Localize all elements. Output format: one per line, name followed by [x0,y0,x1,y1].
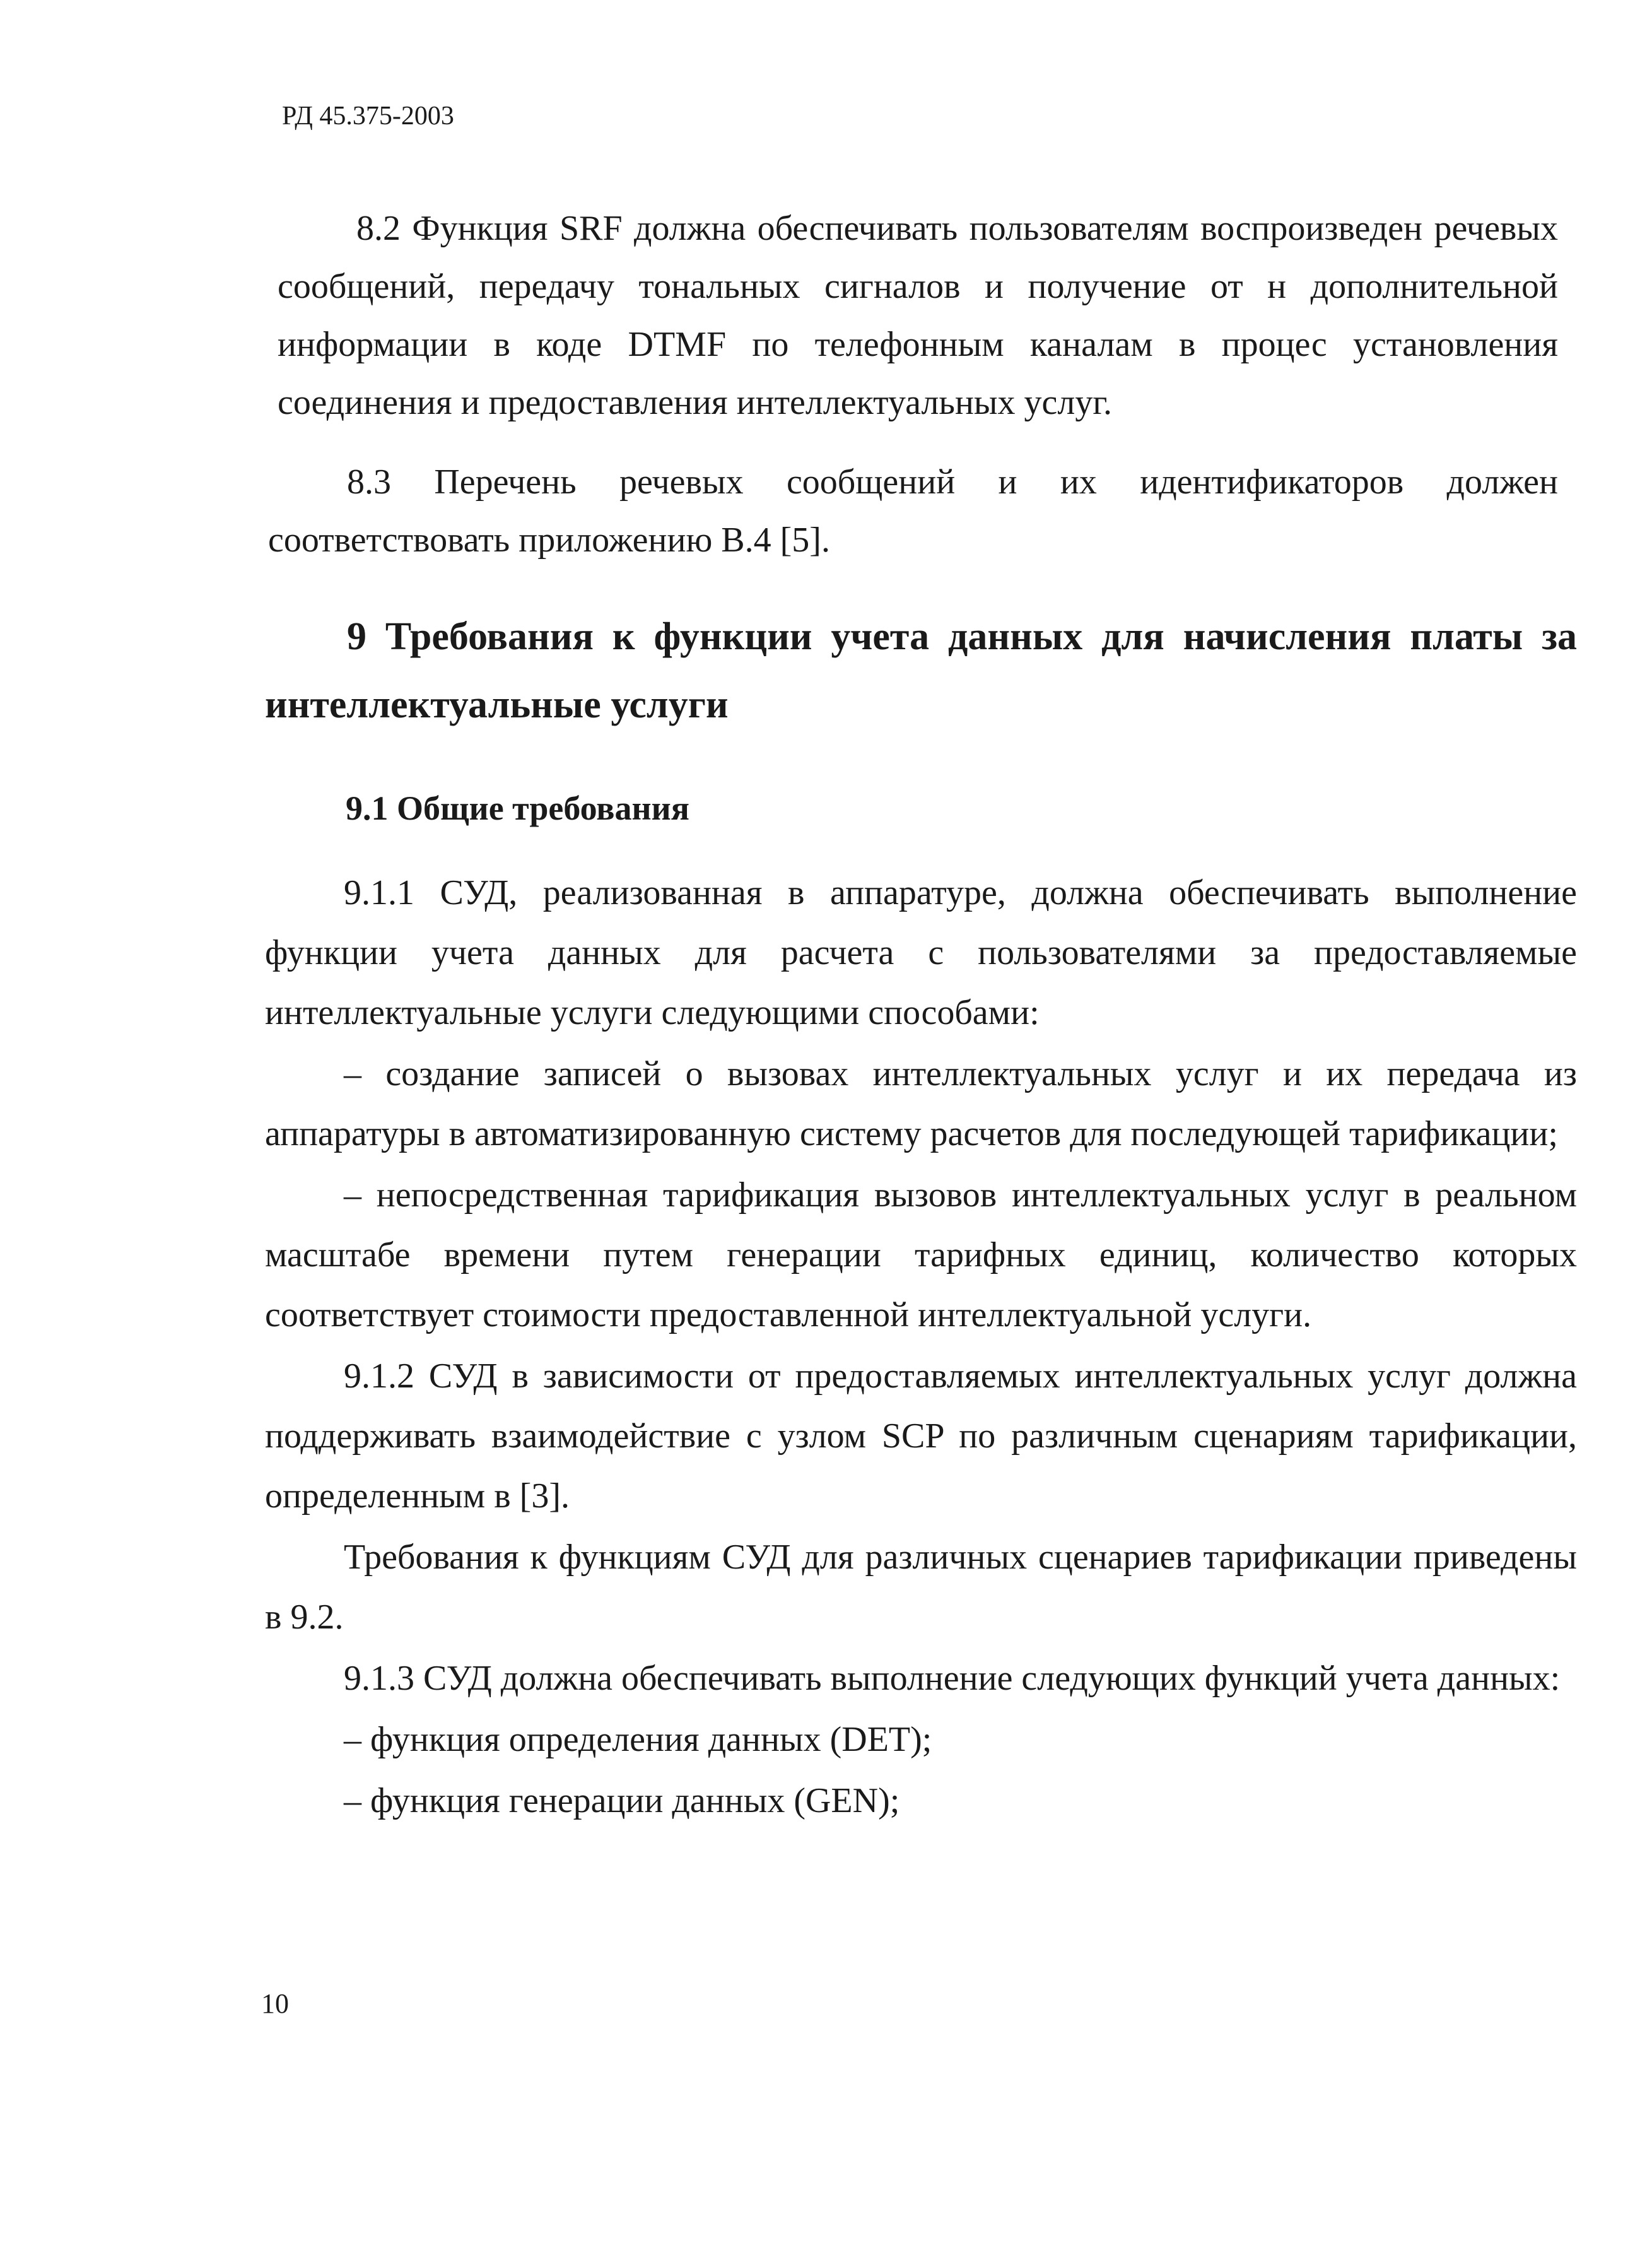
list-item-gen: – функция генерации данных (GEN); [344,1781,900,1820]
subsection-9-1-body [265,863,1577,1832]
section-9-heading: 9 Требования к функции учета данных для начисления платы за интеллектуальные услуги [265,615,1577,726]
paragraph-requirements: Требования к функциям СУД для различных сценариев тарификации приведены в 9.2. [265,1538,1577,1637]
paragraph-9-1-1: 9.1.1 СУД, реализованная в аппаратуре, должна обеспечивать выполнение функции учета данных для расчета с пользователями за предоставляемые интеллектуальные услуги следующими способами: [265,873,1577,1032]
paragraph-9-1-2: 9.1.2 СУД в зависимости от предоставляемых интеллектуальных услуг должна поддерживать взаимодействие с узлом SCP по различным сценариям тарификации, определенным в [3]. [265,1357,1577,1516]
paragraph-8-2: 8.2 Функция SRF должна обеспечивать пользователям воспроизведен речевых сообщений, передачу тональных сигналов и получение от н дополнительной информации в коде DTMF по телефонным каналам в процес установления соединения и предоставления интеллектуальных услуг. [278,209,1558,422]
subsection-9-1-heading: 9.1 Общие требования [346,789,689,827]
list-item-realtime-tariffication: – непосредственная тарификация вызовов интеллектуальных услуг в реальном масштабе времени путем генерации тарифных единиц, количество которых соответствует стоимости предоставленной интеллектуальной услуги. [265,1175,1577,1334]
page-number: 10 [261,1988,289,2019]
document-code-header: РД 45.375-2003 [282,102,454,131]
section-8-text-block [278,199,1558,432]
list-item-det: – функция определения данных (DET); [344,1720,932,1759]
paragraph-8-3: 8.3 Перечень речевых сообщений и их идентификаторов должен соответствовать приложению В.4 [5]. [268,462,1558,560]
list-item-records: – создание записей о вызовах интеллектуальных услуг и их передача из аппаратуры в автоматизированную систему расчетов для последующей тарификации; [265,1054,1577,1153]
section-8-3-text-block [268,453,1558,569]
paragraph-9-1-3: 9.1.3 СУД должна обеспечивать выполнение следующих функций учета данных: [344,1659,1561,1698]
